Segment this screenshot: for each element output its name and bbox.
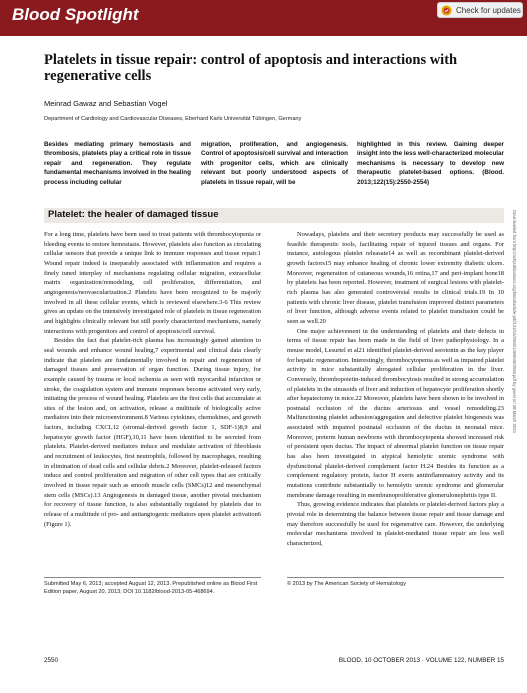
author-affiliation: Department of Cardiology and Cardiovascular Diseases, Eberhard Karls Universität Tübingen, Germany <box>44 116 302 122</box>
body-column-right <box>287 230 504 568</box>
body-column-left <box>44 230 261 568</box>
footnote-rule-left <box>44 577 261 578</box>
body-paragraph: Thus, growing evidence indicates that platelets or platelet-derived factors play a pivotal role in determining the balance between tissue repair and tissue damage and may therefore successfully be used for regenerative care. However, the underlying molecular mechanisms involved in platelet-mediated tissue repair are less well characterized, <box>287 501 504 547</box>
page-number: 2550 <box>44 657 59 664</box>
check-for-updates-button[interactable] <box>437 2 523 18</box>
section-heading: Platelet: the healer of damaged tissue <box>48 209 219 220</box>
download-note: Downloaded from http://ashpublications.org/blood/article-pdf/122/15/2550/1369548/2550.pdf by guest on 28 March 2024 <box>512 210 517 433</box>
abstract-column-2: migration, proliferation, and angiogenesis. Control of apoptosis/cell survival and interaction with progenitor cells, which are clinically relevant but poorly understood aspects of platelets in tissue repair, will be <box>201 141 348 186</box>
article-authors: Meinrad Gawaz and Sebastian Vogel <box>44 99 168 108</box>
copyright-note: © 2013 by The American Society of Hematology <box>287 581 407 587</box>
abstract-column-3: highlighted in this review. Gaining deeper insight into the less well-characterized molecular mechanisms is necessary to develop new therapeutic platelet-based options. (Blood. 2013;122(15):2550-2554) <box>357 141 504 186</box>
body-paragraph: Besides the fact that platelet-rich plasma has increasingly gained attention to seal wounds and enhance wound healing,7 experimental and clinical data clearly indicate that platelets are fundamentally involved in repair and regeneration of damaged tissues and preservation of organ function. During tissue injury, for example caused by trauma or local ischemia as seen with myocardial infarction or stroke, the coagulation system and immune responses become activated very early, initiating the process of wound healing. Platelets are the first cells that accumulate at sites of the lesion and, on activation, release a multitude of biologically active mediators into their microenvironment.8 Various cytokines, chemokines, and growth factors, including CXCL12 (stromal-derived growth factor 1, SDF-1)8,9 and hepatocyte growth factor (HGF),10,11 have been identified to be secreted from platelets. Platelet-derived mediators induce and modulate activation of fibroblasts and recruitment of leukocytes, first neutrophils, followed by macrophages, resulting in elimination of dead cells and cellular debris.2 Moreover, platelet-released factors induce and control proliferation and migration of other cell types that are critically involved in tissue repair such as smooth muscle cells (SMCs)12 and mesenchymal stem cells (MSCs).13 Angiogenesis in damaged tissue, another pivotal mechanism for recovery of tissue function, is also substantially regulated by platelets due to release of a multitude of pro- and antiangiogenic mediators upon platelet activation6 (Figure 1). <box>44 337 261 528</box>
footnote-rule-right <box>287 577 504 578</box>
running-footer: BLOOD, 10 OCTOBER 2013 · VOLUME 122, NUMBER 15 <box>338 657 504 664</box>
submission-note: Submitted May 6, 2013; accepted August 12, 2013. Prepublished online as Blood First Edition paper, August 20, 2013; DOI 10.1182/blood-2013-05-468694. <box>44 581 258 596</box>
check-for-updates-label: Check for updates <box>456 5 521 15</box>
abstract-column-1: Besides mediating primary hemostasis and thrombosis, platelets play a critical role in tissue repair and regeneration. They regulate fundamental mechanisms involved in the healing process including cellular <box>44 141 191 186</box>
body-paragraph: Nowadays, platelets and their secretory products may successfully be used as feasible therapeutic tools, facilitating repair of injured tissues and organs. For instance, autologous platelet releasate14 as well as recombinant platelet-derived growth factors15 may enhance healing of chronic lower extremity diabetic ulcers. Moreover, regeneration of cutaneous wounds,16 retina,17 and peri-implant bone18 by platelets has been reported. However, treatment of surgical lesions with platelet-rich plasma has also generated controversial results in clinical trials.19 In 10 patients with chronic liver disease, platelet transfusion improved distinct parameters of liver function, although adverse events related to platelet transfusion could be seen as well.20 <box>287 231 504 325</box>
abstract <box>44 140 504 196</box>
section-heading-bar <box>44 208 504 223</box>
update-check-icon <box>441 5 452 16</box>
article-title: Platelets in tissue repair: control of apoptosis and interactions with regenerative cells <box>44 52 458 84</box>
body-paragraph: One major achievement in the understanding of platelets and their defects in terms of tissue repair has been made in the field of liver pathophysiology. In a mouse model, Lesurtel et al21 identified platelet-derived serotonin as the key player for hepatic regeneration. Interestingly, thrombocytopenia as well as impaired platelet activity in mice substantially abrogated cellular proliferation in the liver. Conversely, thrombopoietin-induced thrombocytosis resulted in strong accumulation of platelets in the sinusoids of liver and induction of hepatocyte proliferation shortly after hepatectomy in mice.22 Moreover, platelets have been shown to be involved in postnatal occlusion of the ductus arteriosus and vessel remodeling.23 Malfunctioning platelet adhesion/aggregation and defective platelet biogenesis was associated with impaired postnatal occlusion of the ductus in neonatal mice. Moreover, preterm human newborns with thrombocytopenia showed increased risk of persistent open ductus. The impact of abnormal platelet function on tissue repair has also been investigated in atypical hemolytic uremic syndrome with dysfunctional platelet-derived complement factor H.24 Besides its function as a complement regulatory protein, factor H exerts antiinflammatory activity and its mutations contribute substantially to hemolytic uremic syndrome and glomerular membrane damage resulting in membranoproliferative glomerulonephritis type II. <box>287 327 504 499</box>
body-paragraph: For a long time, platelets have been used to treat patients with thrombocytopenia or bleeding events to restore hemostasis. However, platelets also function as circulating cellular sensors that provide a unique link to immune responses and tissue repair.1 Wound repair indeed is inseparably associated with inflammation and requires a finely tuned interplay of mechanisms regulating cellular migration, extracellular matrix organization/remodeling, cell proliferation, differentiation, and angiogenesis/neovascularization.2 Platelets have been recognized to be majorly involved in all these cellular events, which is reviewed elsewhere.3-6 This review gives an update on the intensively investigated role of platelets in tissue regeneration and highlights clinically relevant but still poorly characterized mechanisms, namely interactions with progenitors and control of apoptosis/cell survival. <box>44 231 261 335</box>
download-watermark <box>509 210 517 570</box>
section-label: Blood Spotlight <box>12 5 139 24</box>
